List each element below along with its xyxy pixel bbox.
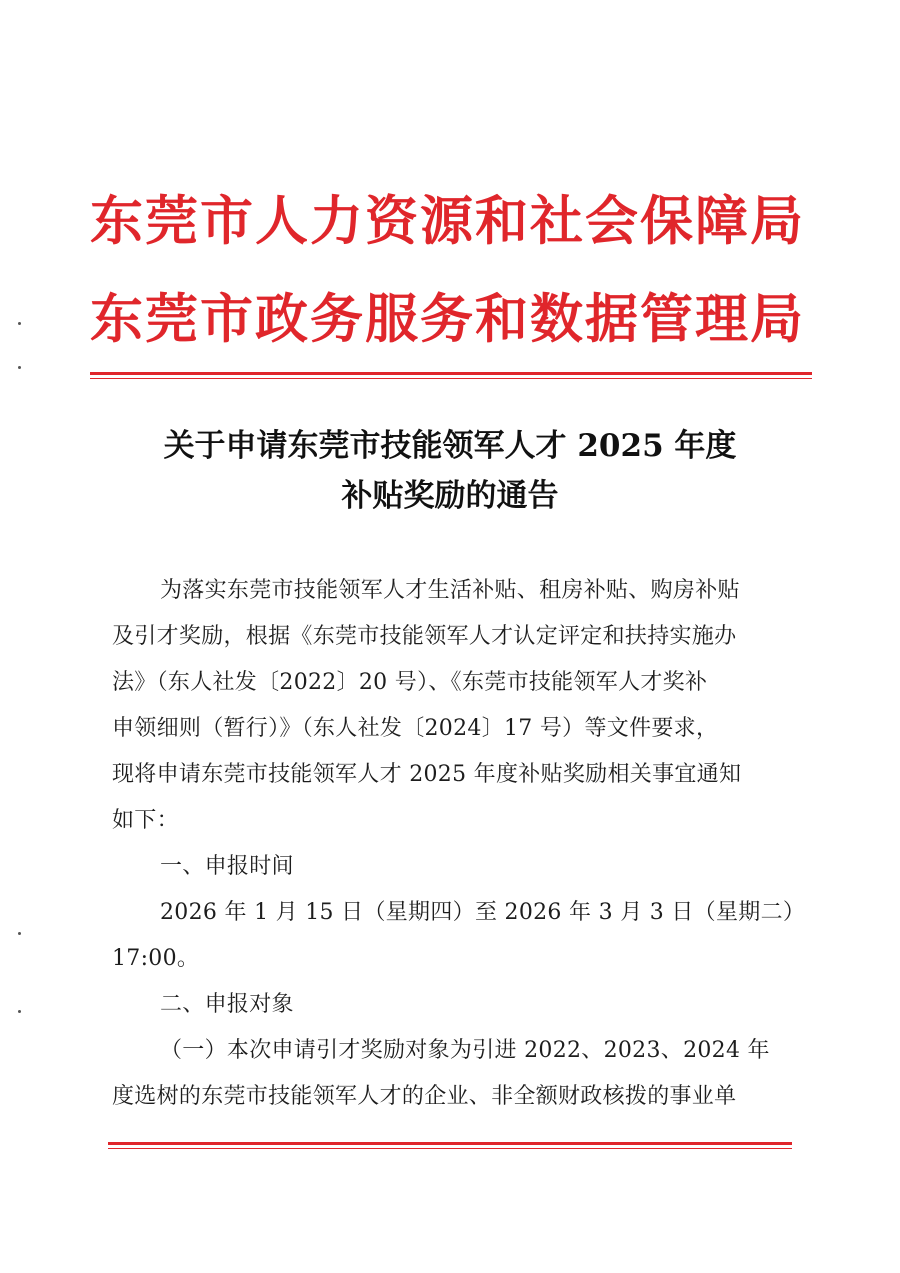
scan-speck [18, 1010, 21, 1013]
footer-red-rule [108, 1142, 792, 1145]
intro-line: 如下： [112, 808, 179, 833]
footer-red-rule-thin [108, 1148, 792, 1149]
scan-speck [18, 932, 21, 935]
scan-speck [18, 366, 21, 369]
document-title-line1: 关于申请东莞市技能领军人才 2025 年度 [163, 428, 737, 464]
document-title-line2: 补贴奖励的通告 [341, 478, 559, 514]
intro-line: 为落实东莞市技能领军人才生活补贴、租房补贴、购房补贴 [160, 578, 740, 603]
section-text: 度选树的东莞市技能领军人才的企业、非全额财政核拨的事业单 [112, 1084, 737, 1109]
intro-line: 现将申请东莞市技能领军人才 2025 年度补贴奖励相关事宜通知 [112, 762, 742, 787]
issuer-name-data-bureau: 东莞市政务服务和数据管理局 [90, 288, 805, 350]
section-text: （一）本次申请引才奖励对象为引进 2022、2023、2024 年 [160, 1038, 770, 1063]
header-red-rule-thin [90, 378, 812, 379]
intro-line: 及引才奖励，根据《东莞市技能领军人才认定评定和扶持实施办 [112, 624, 737, 649]
scan-speck [18, 322, 21, 325]
section-heading-time: 一、申报时间 [160, 854, 294, 879]
issuer-name-hrss: 东莞市人力资源和社会保障局 [90, 190, 805, 252]
section-text: 2026 年 1 月 15 日（星期四）至 2026 年 3 月 3 日（星期二） [160, 900, 806, 925]
section-heading-target: 二、申报对象 [160, 992, 294, 1017]
header-red-rule [90, 372, 812, 375]
intro-line: 法》（东人社发〔2022〕20 号）、《东莞市技能领军人才奖补 [112, 670, 708, 695]
section-text: 17:00。 [112, 946, 200, 971]
intro-line: 申领细则（暂行）》（东人社发〔2024〕17 号）等文件要求， [112, 716, 719, 741]
